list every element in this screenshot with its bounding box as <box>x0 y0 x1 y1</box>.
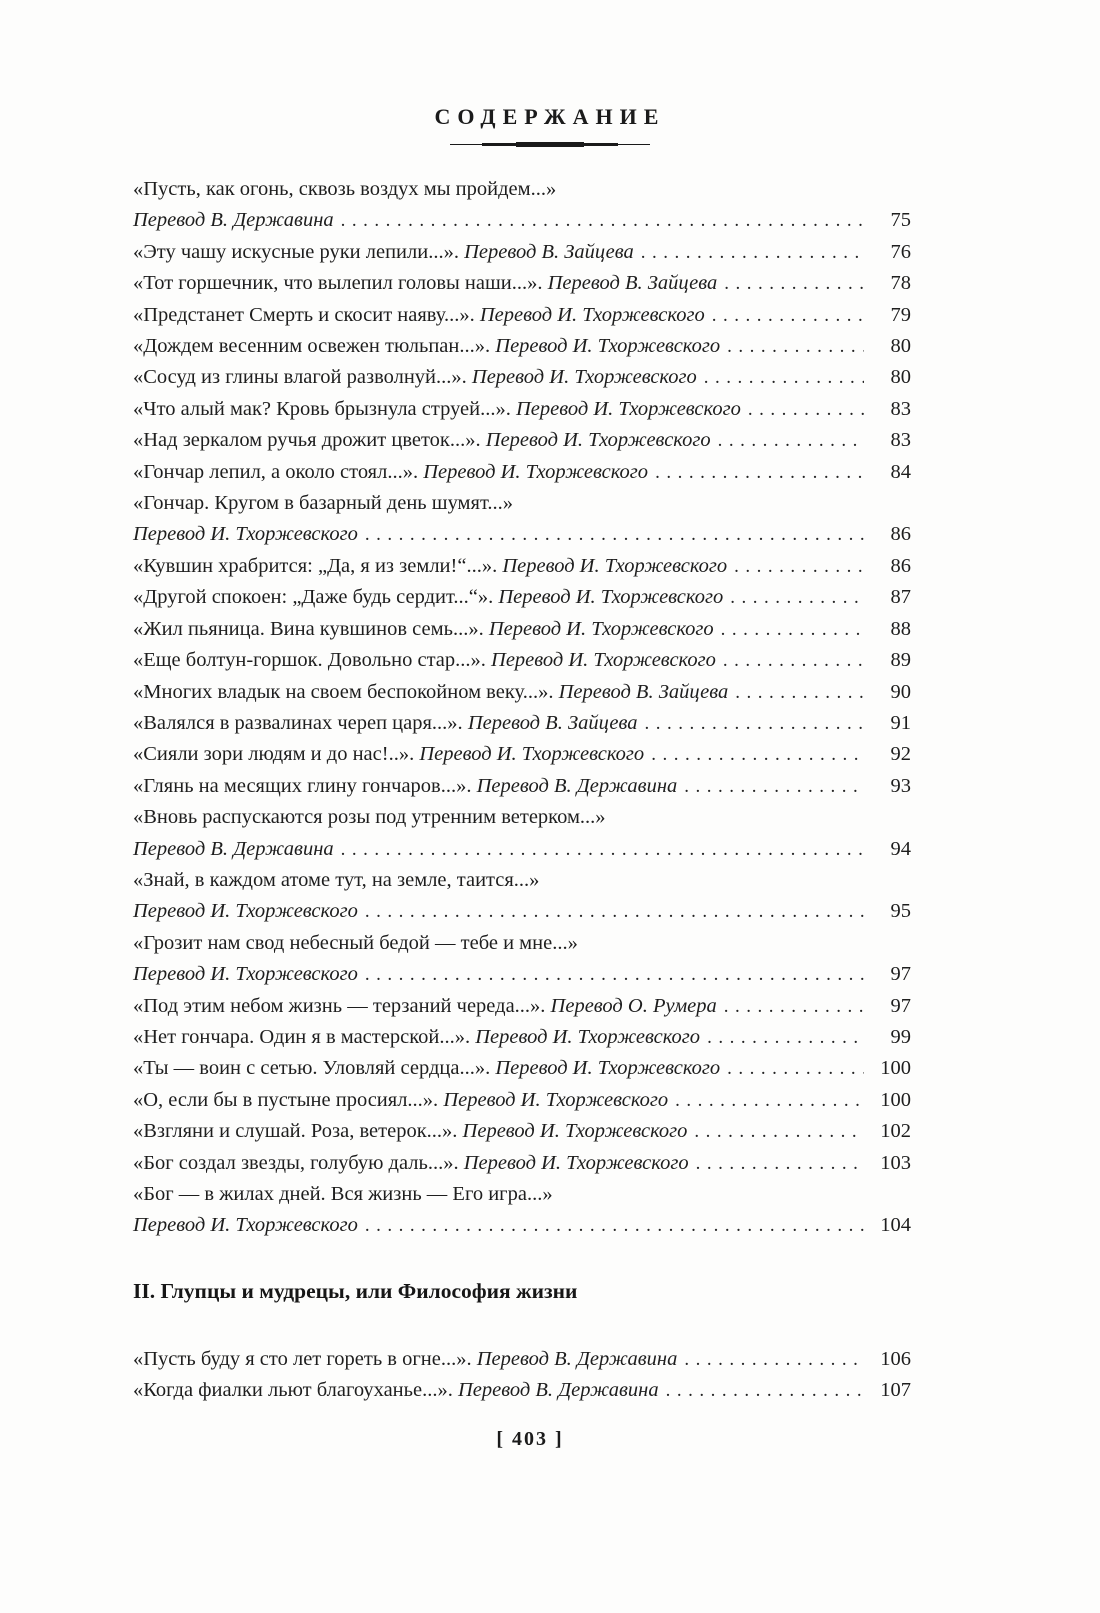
dot-leader <box>684 1344 864 1375</box>
entry-translator: Перевод В. Державина <box>133 209 334 232</box>
dot-leader <box>707 1022 864 1053</box>
entry-page-number: 89 <box>890 649 911 672</box>
toc-entry <box>133 394 911 425</box>
entry-title: «Дождем весенним освежен тюльпан...». <box>133 335 491 358</box>
entry-text <box>133 677 728 708</box>
entry-page-number: 79 <box>890 303 911 326</box>
entry-translator: Перевод И. Тхоржевского <box>488 617 714 640</box>
entry-translator: Перевод И. Тхоржевского <box>495 1057 721 1080</box>
folio-page-number: [ 403 ] <box>496 1428 564 1450</box>
toc-entry <box>133 771 911 802</box>
toc-entry-translator-line <box>133 205 911 236</box>
dot-leader <box>341 205 864 236</box>
dot-leader <box>721 614 864 645</box>
entry-text <box>133 268 717 299</box>
entry-page-number: 84 <box>890 460 911 483</box>
entry-title: «Ты — воин с сетью. Уловляй сердца...». <box>133 1057 491 1080</box>
entry-translator: Перевод И. Тхоржевского <box>419 743 645 766</box>
dot-leader <box>651 739 864 770</box>
toc-entry-translator-line <box>133 959 911 990</box>
entry-title: «Многих владык на своем беспокойном веку...». <box>133 680 554 703</box>
entry-text <box>133 1085 668 1116</box>
dot-leader <box>666 1375 864 1406</box>
entry-title: «Еще болтун-горшок. Довольно стар...». <box>133 649 486 672</box>
dot-leader <box>727 331 864 362</box>
toc-entry <box>133 614 911 645</box>
dot-leader <box>365 959 864 990</box>
entry-page-number: 83 <box>890 429 911 452</box>
entry-translator: Перевод В. Державина <box>476 774 678 797</box>
toc-entry <box>133 1053 911 1084</box>
dot-leader <box>723 645 864 676</box>
toc-header <box>0 0 1100 148</box>
dot-leader <box>684 771 864 802</box>
entry-translator: Перевод И. Тхоржевского <box>516 397 741 420</box>
entry-text <box>133 331 720 362</box>
entry-page-number: 97 <box>890 963 911 986</box>
entry-title: «Кувшин храбрится: „Да, я из земли!“...». <box>133 554 498 577</box>
entry-translator: Перевод И. Тхоржевского <box>133 523 358 546</box>
entry-page-number: 80 <box>890 335 911 358</box>
entry-translator: Перевод В. Зайцева <box>467 711 638 734</box>
entry-text <box>133 457 648 488</box>
entry-title: «Нет гончара. Один я в мастерской...». <box>133 1025 471 1048</box>
entry-translator: Перевод В. Державина <box>476 1347 678 1370</box>
toc-entry <box>133 1344 911 1375</box>
toc-entry-translator-line <box>133 1210 911 1241</box>
toc-section-1 <box>133 174 911 1242</box>
toc-entry-translator-line <box>133 896 911 927</box>
entry-translator: Перевод И. Тхоржевского <box>479 303 705 326</box>
entry-translator: Перевод И. Тхоржевского <box>502 554 728 577</box>
dot-leader <box>341 834 864 865</box>
entry-page-number: 103 <box>880 1151 911 1174</box>
entry-title: «Когда фиалки льют благоуханье...». <box>133 1379 453 1402</box>
toc-entry <box>133 1085 911 1116</box>
entry-page-number: 75 <box>890 209 911 232</box>
dot-leader <box>675 1085 864 1116</box>
toc-entry <box>133 362 911 393</box>
toc-entry <box>133 1116 911 1147</box>
entry-translator: Перевод В. Зайцева <box>547 272 718 295</box>
entry-title: «О, если бы в пустыне просиял...». <box>133 1088 439 1111</box>
entry-translator: Перевод И. Тхоржевского <box>462 1120 688 1143</box>
dot-leader <box>735 677 864 708</box>
entry-page-number: 76 <box>890 240 911 263</box>
entry-text <box>133 1116 687 1147</box>
entry-page-number: 87 <box>890 586 911 609</box>
entry-title: «Пусть буду я сто лет гореть в огне...». <box>133 1347 472 1370</box>
toc-entry-translator-line <box>133 834 911 865</box>
dot-leader <box>724 268 864 299</box>
entry-page-number: 80 <box>890 366 911 389</box>
entry-title: «Знай, в каждом атоме тут, на земле, таится...» <box>133 868 540 891</box>
toc-entry <box>133 1148 911 1179</box>
toc-entry <box>133 1022 911 1053</box>
toc-entry-translator-line <box>133 519 911 550</box>
entry-text <box>133 771 677 802</box>
entry-title: «Вновь распускаются розы под утренним ветерком...» <box>133 806 606 829</box>
entry-text <box>133 645 716 676</box>
entry-title: «Сосуд из глины влагой разволнуй...». <box>133 366 467 389</box>
dot-leader <box>641 237 864 268</box>
entry-text <box>133 237 634 268</box>
entry-text <box>133 394 741 425</box>
entry-title: «Под этим небом жизнь — терзаний череда...». <box>133 994 546 1017</box>
dot-leader <box>365 519 864 550</box>
page-title: СОДЕРЖАНИЕ <box>434 104 666 129</box>
entry-translator: Перевод В. Державина <box>133 837 334 860</box>
entry-page-number: 95 <box>890 900 911 923</box>
entry-page-number: 92 <box>890 743 911 766</box>
entry-translator: Перевод И. Тхоржевского <box>423 460 649 483</box>
entry-page-number: 107 <box>880 1379 911 1402</box>
toc-entry <box>133 582 911 613</box>
entry-translator: Перевод В. Державина <box>457 1379 659 1402</box>
entry-title: «Грозит нам свод небесный бедой — тебе и мне...» <box>133 931 578 954</box>
entry-page-number: 100 <box>880 1088 911 1111</box>
entry-page-number: 94 <box>890 837 911 860</box>
dot-leader <box>644 708 864 739</box>
dot-leader <box>727 1053 864 1084</box>
toc-entry <box>133 708 911 739</box>
dot-leader <box>365 896 864 927</box>
entry-text <box>133 1022 700 1053</box>
entry-translator: Перевод И. Тхоржевского <box>485 429 711 452</box>
toc-entry <box>133 300 911 331</box>
toc-entry <box>133 237 911 268</box>
entry-title: «Глянь на месящих глину гончаров...». <box>133 774 472 797</box>
entry-title: «Валялся в развалинах череп царя...». <box>133 711 463 734</box>
entry-text <box>133 739 644 770</box>
toc-entry <box>133 425 911 456</box>
entry-translator: Перевод И. Тхоржевского <box>491 649 716 672</box>
entry-page-number: 83 <box>890 397 911 420</box>
entry-page-number: 86 <box>890 523 911 546</box>
entry-translator: Перевод И. Тхоржевского <box>133 1214 358 1237</box>
toc-section-2 <box>133 1344 911 1407</box>
toc-entry-title-line <box>133 174 911 205</box>
section-heading: II. Глупцы и мудрецы, или Философия жизни <box>133 1278 578 1303</box>
entry-translator: Перевод И. Тхоржевского <box>495 335 721 358</box>
entry-title: «Что алый мак? Кровь брызнула струей...». <box>133 397 511 420</box>
toc-entry <box>133 1375 911 1406</box>
dot-leader <box>718 425 864 456</box>
toc-entry <box>133 991 911 1022</box>
entry-title: «Над зеркалом ручья дрожит цветок...». <box>133 429 481 452</box>
entry-text <box>133 1344 677 1375</box>
entry-text <box>133 300 705 331</box>
entry-title: «Взгляни и слушай. Роза, ветерок...». <box>133 1120 458 1143</box>
entry-text <box>133 425 711 456</box>
decorative-rule <box>450 141 650 148</box>
entry-page-number: 88 <box>890 617 911 640</box>
entry-page-number: 93 <box>890 774 911 797</box>
dot-leader <box>655 457 864 488</box>
entry-title: «Пусть, как огонь, сквозь воздух мы пройдем...» <box>133 178 557 200</box>
toc-entry-title-line <box>133 488 911 519</box>
entry-text <box>133 708 637 739</box>
entry-text <box>133 1375 659 1406</box>
entry-text <box>133 582 723 613</box>
entry-translator: Перевод В. Зайцева <box>558 680 729 703</box>
dot-leader <box>748 394 864 425</box>
entry-page-number: 78 <box>890 272 911 295</box>
entry-text <box>133 1053 720 1084</box>
entry-page-number: 99 <box>890 1025 911 1048</box>
toc-entry <box>133 331 911 362</box>
entry-title: «Эту чашу искусные руки лепили...». <box>133 240 459 263</box>
toc-entry-title-line <box>133 865 911 896</box>
entry-title: «Гончар лепил, а около стоял...». <box>133 460 419 483</box>
toc-entry-title-line <box>133 802 911 833</box>
toc-entry <box>133 551 911 582</box>
entry-translator: Перевод И. Тхоржевского <box>133 963 358 986</box>
entry-translator: Перевод И. Тхоржевского <box>471 366 697 389</box>
entry-title: «Другой спокоен: „Даже будь сердит...“». <box>133 586 494 609</box>
entry-translator: Перевод И. Тхоржевского <box>443 1088 669 1111</box>
entry-title: «Бог — в жилах дней. Вся жизнь — Его игра...» <box>133 1183 553 1205</box>
toc-entry-title-line <box>133 928 911 959</box>
entry-page-number: 104 <box>880 1214 911 1237</box>
entry-page-number: 86 <box>890 554 911 577</box>
entry-title: «Жил пьяница. Вина кувшинов семь...». <box>133 617 484 640</box>
toc-entry <box>133 457 911 488</box>
entry-text <box>133 551 727 582</box>
entry-translator: Перевод И. Тхоржевского <box>498 586 724 609</box>
entry-translator: Перевод И. Тхоржевского <box>133 900 358 923</box>
entry-page-number: 90 <box>890 680 911 703</box>
entry-translator: Перевод И. Тхоржевского <box>475 1025 701 1048</box>
entry-translator: Перевод В. Зайцева <box>464 240 634 263</box>
entry-page-number: 100 <box>880 1057 911 1080</box>
entry-text <box>133 991 717 1022</box>
toc-entry <box>133 677 911 708</box>
entry-text <box>133 614 714 645</box>
rule-core-line <box>516 142 584 147</box>
dot-leader <box>704 362 864 393</box>
entry-title: «Бог создал звезды, голубую даль...». <box>133 1151 459 1174</box>
entry-text <box>133 362 697 393</box>
entry-page-number: 91 <box>890 711 911 734</box>
dot-leader <box>694 1116 864 1147</box>
entry-title: «Гончар. Кругом в базарный день шумят...» <box>133 492 513 515</box>
entry-text <box>133 1148 689 1179</box>
toc-entry-title-line <box>133 1179 911 1210</box>
dot-leader <box>734 551 864 582</box>
entry-page-number: 97 <box>890 994 911 1017</box>
table-of-contents <box>133 174 911 1407</box>
dot-leader <box>365 1210 864 1241</box>
dot-leader <box>712 300 864 331</box>
toc-entry <box>133 739 911 770</box>
dot-leader <box>724 991 864 1022</box>
entry-title: «Предстанет Смерть и скосит наяву...». <box>133 303 475 326</box>
entry-page-number: 106 <box>880 1347 911 1370</box>
entry-title: «Тот горшечник, что вылепил головы наши...». <box>133 272 543 295</box>
dot-leader <box>730 582 864 613</box>
dot-leader <box>696 1148 864 1179</box>
entry-translator: Перевод И. Тхоржевского <box>463 1151 689 1174</box>
entry-page-number: 102 <box>880 1120 911 1143</box>
toc-entry <box>133 645 911 676</box>
toc-entry <box>133 268 911 299</box>
entry-translator: Перевод О. Румера <box>550 994 717 1017</box>
entry-title: «Сияли зори людям и до нас!..». <box>133 743 415 766</box>
